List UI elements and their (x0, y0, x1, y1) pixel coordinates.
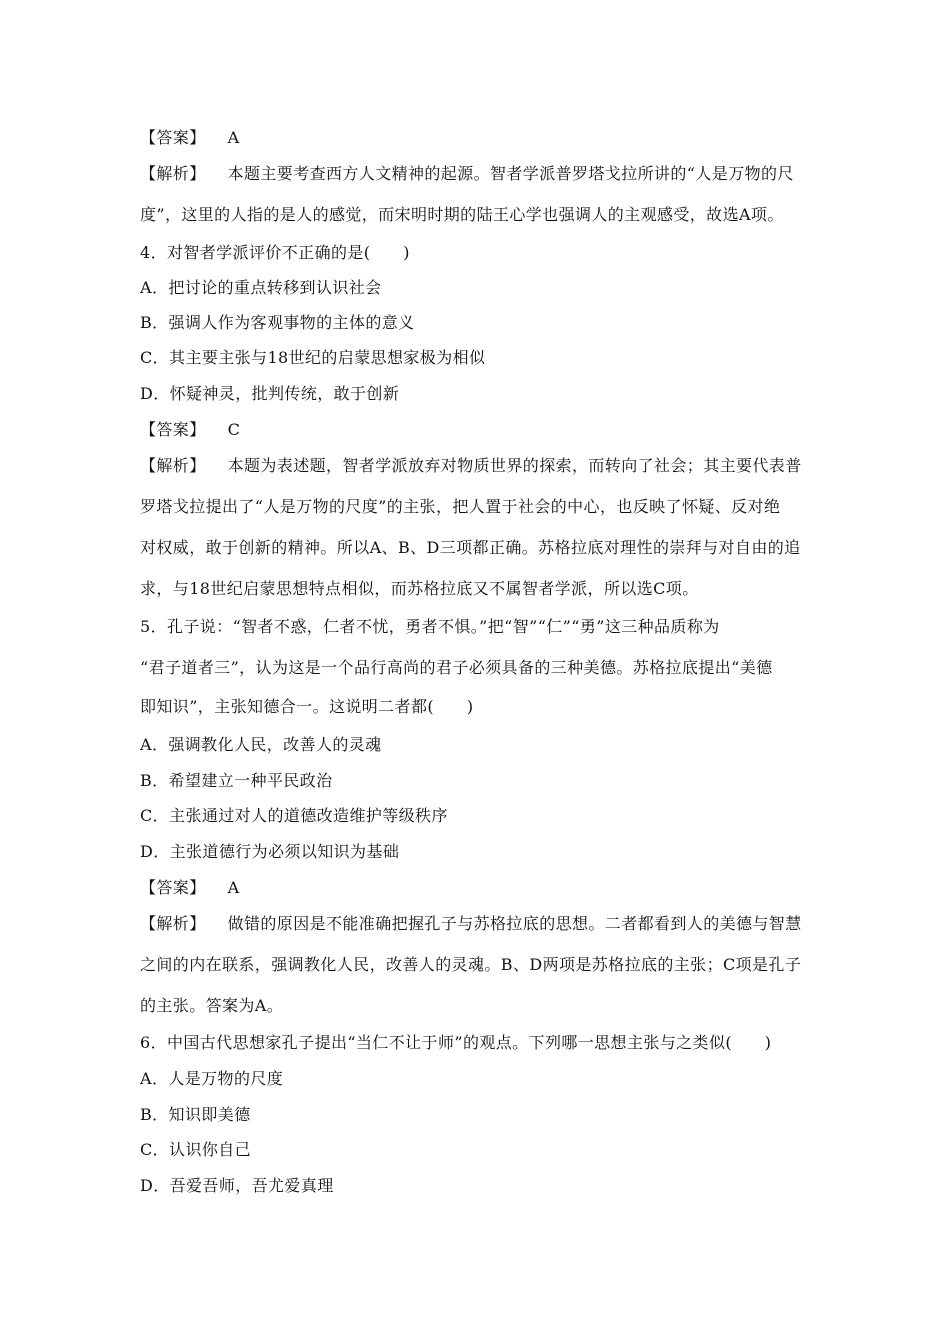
text-line: 度”，这里的人指的是人的感觉，而宋明时期的陆王心学也强调人的主观感受，故选A项。 (140, 205, 784, 224)
option-d: D．主张道德行为必须以知识为基础 (140, 842, 400, 861)
analysis-text: 做错的原因是不能准确把握孔子与苏格拉底的思想。二者都看到人的美德与智慧 (227, 914, 802, 933)
option-a: A．把讨论的重点转移到认识社会 (140, 278, 382, 297)
answer-label: 【答案】 (140, 878, 206, 897)
option-d: D．怀疑神灵，批判传统，敢于创新 (140, 384, 400, 403)
answer-line (140, 878, 820, 898)
question-5: 5．孔子说：“智者不惑，仁者不忧，勇者不惧。”把“智”“仁”“勇”这三种品质称为 (140, 617, 720, 636)
option-c: C．认识你自己 (140, 1140, 252, 1159)
analysis-text: 本题为表述题，智者学派放弃对物质世界的探索，而转向了社会；其主要代表普 (227, 456, 802, 475)
option-a: A．强调教化人民，改善人的灵魂 (140, 735, 382, 754)
option-d: D．吾爱吾师，吾尤爱真理 (140, 1176, 334, 1195)
option-b: B．知识即美德 (140, 1105, 251, 1124)
option-b: B．希望建立一种平民政治 (140, 771, 333, 790)
option-b: B．强调人作为客观事物的主体的意义 (140, 313, 415, 332)
answer-line (140, 128, 820, 148)
answer-label: 【答案】 (140, 128, 206, 147)
analysis-label: 【解析】 (140, 164, 206, 183)
text-line: 的主张。答案为A。 (140, 996, 284, 1015)
text-line: 之间的内在联系，强调教化人民，改善人的灵魂。B、D两项是苏格拉底的主张；C项是孔子 (140, 955, 802, 974)
text-line: 对权威，敢于创新的精神。所以A、B、D三项都正确。苏格拉底对理性的崇拜与对自由的追 (140, 538, 801, 557)
option-a: A．人是万物的尺度 (140, 1069, 284, 1088)
text-line: 即知识”，主张知德合一。这说明二者都( ) (140, 697, 474, 716)
text-line: 求，与18世纪启蒙思想特点相似，而苏格拉底又不属智者学派，所以选C项。 (140, 579, 699, 598)
answer-value: A (227, 128, 240, 147)
answer-value: C (227, 420, 241, 439)
text-line: 罗塔戈拉提出了“人是万物的尺度”的主张，把人置于社会的中心，也反映了怀疑、反对绝 (140, 497, 781, 516)
analysis-label: 【解析】 (140, 456, 206, 475)
analysis-label: 【解析】 (140, 914, 206, 933)
analysis-line (140, 914, 820, 934)
question-6: 6．中国古代思想家孔子提出“当仁不让于师”的观点。下列哪一思想主张与之类似( ) (140, 1033, 772, 1052)
text-line: “君子道者三”，认为这是一个品行高尚的君子必须具备的三种美德。苏格拉底提出“美德 (140, 658, 773, 677)
answer-label: 【答案】 (140, 420, 206, 439)
question-4: 4．对智者学派评价不正确的是( ) (140, 243, 410, 262)
analysis-text: 本题主要考查西方人文精神的起源。智者学派普罗塔戈拉所讲的“人是万物的尺 (227, 164, 794, 183)
option-c: C．主张通过对人的道德改造维护等级秩序 (140, 806, 448, 825)
analysis-line (140, 164, 820, 184)
answer-value: A (227, 878, 240, 897)
answer-line (140, 420, 820, 440)
option-c: C．其主要主张与18世纪的启蒙思想家极为相似 (140, 348, 486, 367)
analysis-line (140, 456, 820, 476)
